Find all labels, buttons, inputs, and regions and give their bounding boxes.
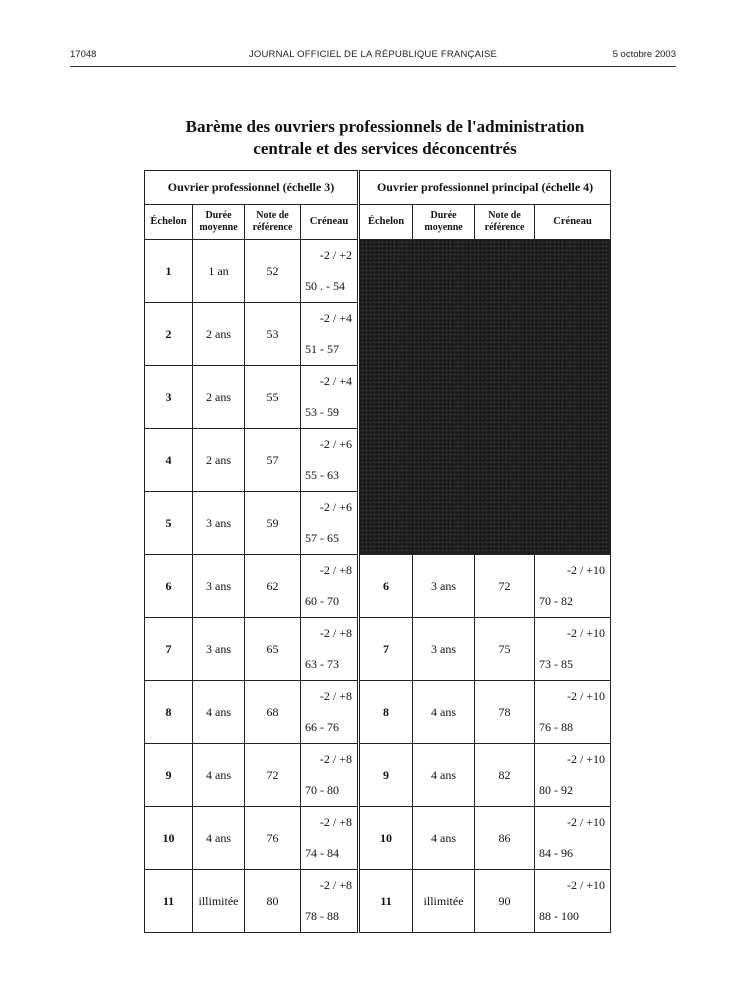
duree-cell: 4 ans [193,681,245,744]
creneau-range: -2 / +8 [319,563,353,577]
creneau-range: -2 / +10 [566,815,606,829]
creneau-bounds: 66 - 76 [305,720,339,734]
creneau-cell [535,618,611,681]
publication-date: 5 octobre 2003 [612,49,676,60]
creneau-range: -2 / +10 [566,878,606,892]
note-cell: 52 [245,240,301,303]
duree-cell: 1 an [193,240,245,303]
table-row [145,240,611,303]
page-number: 17048 [70,49,97,60]
col-duree: Durée moyenne [193,205,245,240]
creneau-bounds: 53 - 59 [305,405,339,419]
echelon-cell: 4 [145,429,193,492]
echelon-cell: 3 [145,366,193,429]
duree-cell: illimitée [193,870,245,933]
creneau-bounds: 55 - 63 [305,468,339,482]
note-cell: 62 [245,555,301,618]
col-note: Note de référence [245,205,301,240]
creneau-bounds: 57 - 65 [305,531,339,545]
echelon-cell: 8 [145,681,193,744]
creneau-bounds: 70 - 80 [305,783,339,797]
echelon-cell: 8 [359,681,413,744]
echelon-cell: 5 [145,492,193,555]
note-cell: 55 [245,366,301,429]
duree-cell: 4 ans [413,807,475,870]
creneau-range: -2 / +6 [319,500,353,514]
title-line-1: Barème des ouvriers professionnels de l'administration [185,117,585,136]
duree-cell: 3 ans [193,555,245,618]
table-row [145,744,611,807]
group-header-echelle-4: Ouvrier professionnel principal (échelle 4) [359,171,611,205]
creneau-range: -2 / +4 [319,311,353,325]
col-duree: Durée moyenne [413,205,475,240]
creneau-bounds: 60 - 70 [305,594,339,608]
note-cell: 80 [245,870,301,933]
note-cell: 53 [245,303,301,366]
creneau-cell [301,240,359,303]
creneau-bounds: 51 - 57 [305,342,339,356]
creneau-cell [301,429,359,492]
redacted-block [359,240,611,555]
creneau-range: -2 / +4 [319,374,353,388]
creneau-cell [535,681,611,744]
col-echelon: Échelon [145,205,193,240]
note-cell: 90 [475,870,535,933]
creneau-range: -2 / +8 [319,689,353,703]
creneau-cell [301,807,359,870]
duree-cell: 2 ans [193,366,245,429]
duree-cell: illimitée [413,870,475,933]
creneau-bounds: 78 - 88 [305,909,339,923]
echelon-cell: 10 [145,807,193,870]
echelon-cell: 11 [359,870,413,933]
duree-cell: 2 ans [193,303,245,366]
duree-cell: 3 ans [193,492,245,555]
creneau-bounds: 84 - 96 [539,846,574,860]
document-title [100,116,670,160]
creneau-cell [535,555,611,618]
creneau-cell [301,618,359,681]
duree-cell: 4 ans [193,807,245,870]
duree-cell: 4 ans [413,681,475,744]
table-row [145,555,611,618]
echelon-cell: 2 [145,303,193,366]
creneau-range: -2 / +10 [566,626,606,640]
creneau-cell [301,744,359,807]
duree-cell: 4 ans [413,744,475,807]
journal-title: JOURNAL OFFICIEL DE LA RÉPUBLIQUE FRANÇAISE [248,49,498,60]
echelon-cell: 6 [359,555,413,618]
note-cell: 68 [245,681,301,744]
creneau-range: -2 / +2 [319,248,353,262]
creneau-cell [301,303,359,366]
creneau-cell [301,870,359,933]
note-cell: 59 [245,492,301,555]
creneau-cell [301,681,359,744]
table-row [145,618,611,681]
echelon-cell: 11 [145,870,193,933]
creneau-bounds: 73 - 85 [539,657,574,671]
creneau-range: -2 / +10 [566,752,606,766]
creneau-bounds: 50 . - 54 [305,279,345,293]
note-cell: 65 [245,618,301,681]
creneau-bounds: 70 - 82 [539,594,574,608]
creneau-cell [535,807,611,870]
echelon-cell: 10 [359,807,413,870]
note-cell: 72 [475,555,535,618]
note-cell: 78 [475,681,535,744]
echelon-cell: 9 [359,744,413,807]
note-cell: 86 [475,807,535,870]
col-creneau: Créneau [301,205,359,240]
echelon-cell: 7 [145,618,193,681]
duree-cell: 2 ans [193,429,245,492]
note-cell: 72 [245,744,301,807]
creneau-range: -2 / +10 [566,563,606,577]
creneau-cell [301,555,359,618]
creneau-range: -2 / +8 [319,878,353,892]
creneau-cell [535,744,611,807]
creneau-bounds: 88 - 100 [539,909,580,923]
creneau-range: -2 / +8 [319,815,353,829]
table-row [145,681,611,744]
duree-cell: 4 ans [193,744,245,807]
col-echelon: Échelon [359,205,413,240]
creneau-range: -2 / +6 [319,437,353,451]
header-rule [70,66,676,67]
title-line-2: centrale et des services déconcentrés [253,139,517,158]
group-header-echelle-3: Ouvrier professionnel (échelle 3) [145,171,359,205]
table-row [145,807,611,870]
echelon-cell: 6 [145,555,193,618]
creneau-bounds: 63 - 73 [305,657,339,671]
duree-cell: 3 ans [413,618,475,681]
creneau-bounds: 76 - 88 [539,720,574,734]
note-cell: 57 [245,429,301,492]
echelon-cell: 1 [145,240,193,303]
creneau-range: -2 / +10 [566,689,606,703]
creneau-cell [535,870,611,933]
note-cell: 76 [245,807,301,870]
note-cell: 75 [475,618,535,681]
creneau-range: -2 / +8 [319,626,353,640]
echelon-cell: 7 [359,618,413,681]
duree-cell: 3 ans [413,555,475,618]
creneau-cell [301,492,359,555]
echelon-cell: 9 [145,744,193,807]
col-note: Note de référence [475,205,535,240]
duree-cell: 3 ans [193,618,245,681]
note-cell: 82 [475,744,535,807]
table-row [145,870,611,933]
creneau-range: -2 / +8 [319,752,353,766]
creneau-bounds: 80 - 92 [539,783,574,797]
bareme-table [144,170,611,933]
creneau-bounds: 74 - 84 [305,846,339,860]
col-creneau: Créneau [535,205,611,240]
creneau-cell [301,366,359,429]
